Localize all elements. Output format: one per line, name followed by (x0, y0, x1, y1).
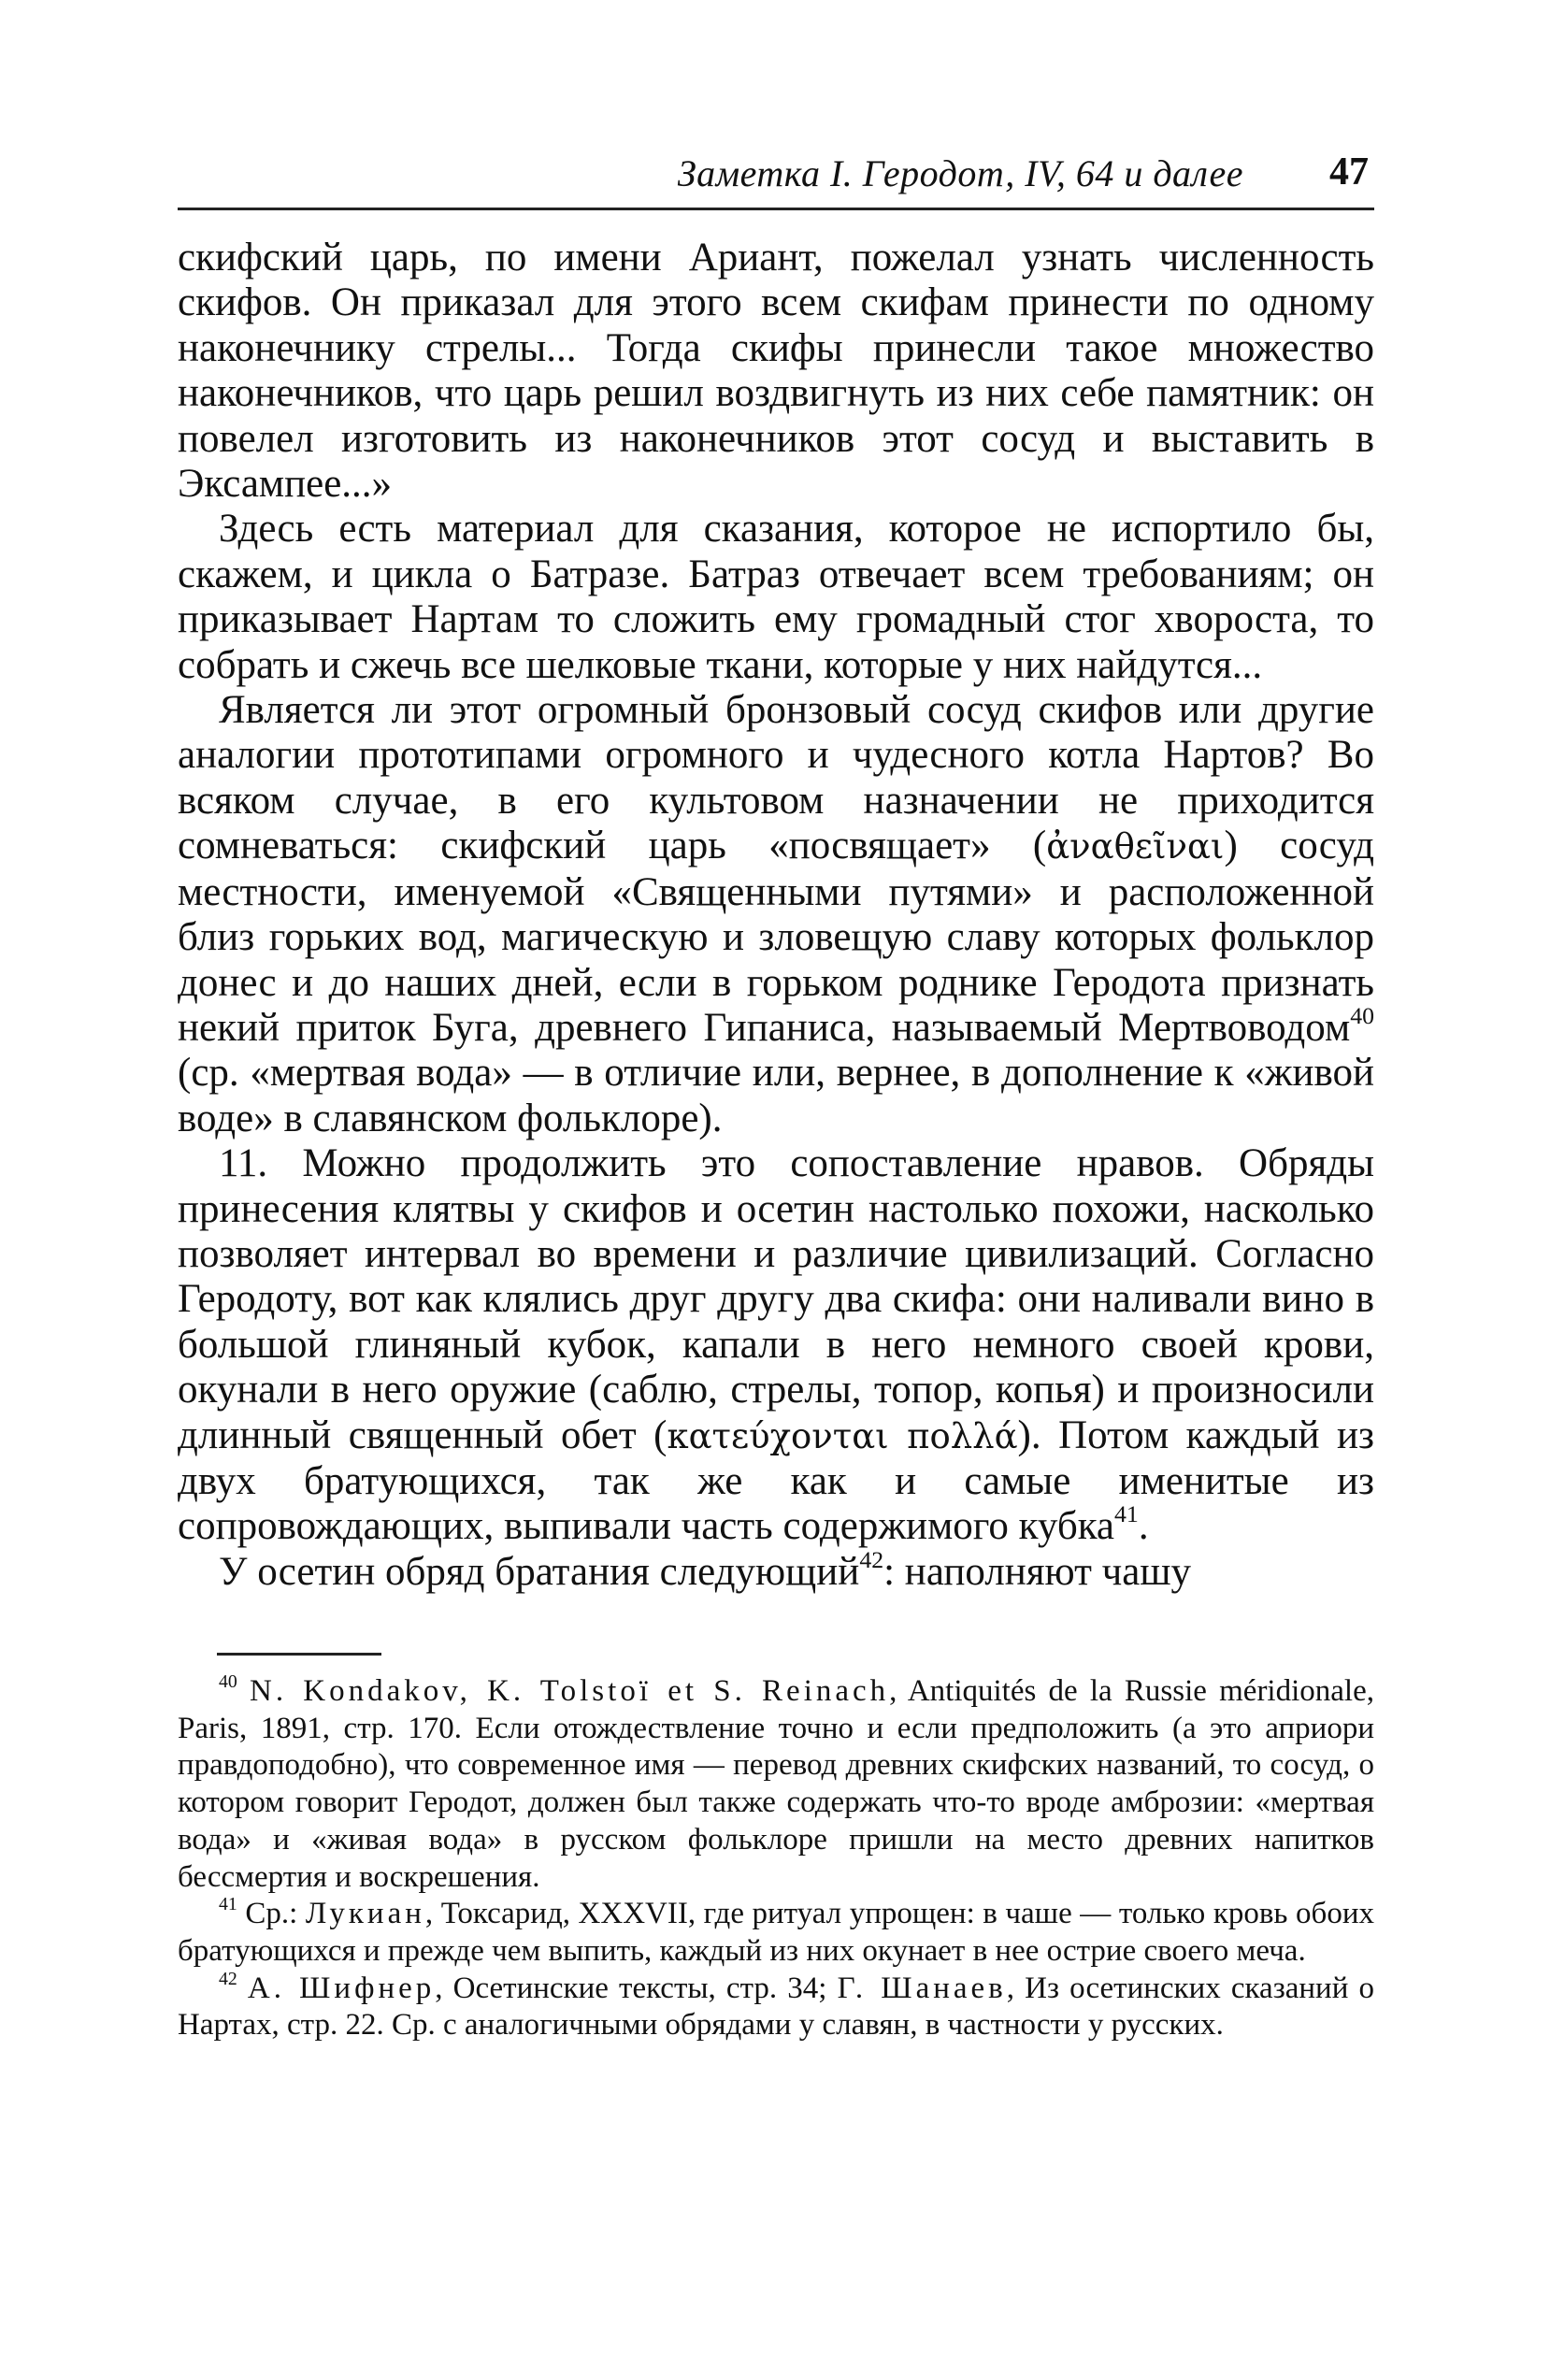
paragraph-1: скифский царь, по имени Ариант, пожелал узнать численность скифов. Он приказал для этого всем скифам принести по одному наконечнику стрелы... Тогда скифы принесли такое множество наконечников, что царь решил воздвигнуть из них себе памятник: он повелел изготовить из наконечников этот сосуд и выставить в Эксампее...» (178, 236, 1374, 507)
paragraph-3 (178, 688, 1374, 1141)
footnote-40 (178, 1673, 1374, 1896)
paragraph-3-text-c: (ср. «мертвая вода» — в отличие или, вернее, в дополнение к «живой воде» в славянском фольклоре). (178, 1051, 1374, 1140)
greek-term-kateuchontai: κατεύχονται πολλά (667, 1415, 1018, 1456)
footnote-42-number: 42 (219, 1968, 237, 1989)
paragraph-5 (178, 1545, 1374, 1595)
paragraph-2: Здесь есть материал для сказания, которое не испортило бы, скажем, и цикла о Батразе. Батраз отвечает всем требованиям; он приказывает Нартам то сложить ему громадный стог хвороста, то собрать и сжечь все шелковые ткани, которые у них найдутся... (178, 507, 1374, 687)
footnote-40-text: , Antiquités de la Russie méridionale, Paris, 1891, стр. 170. Если отождествление точно и если предположить (а это априори правдоподобно), что современное имя — перевод древних скифских названий, то сосуд, о котором говорит Геродот, должен был также содержать что-то вроде амброзии: «мертвая вода» и «живая вода» в русском фольклоре пришли на место древних напитков бессмертия и воскрешения. (178, 1674, 1374, 1894)
footnote-ref-41[interactable]: 41 (1114, 1500, 1139, 1528)
running-title: Заметка I. Геродот, IV, 64 и далее (677, 152, 1243, 194)
paragraph-4-text-c: . (1138, 1504, 1149, 1549)
footnote-ref-42[interactable]: 42 (859, 1545, 884, 1573)
footnote-41 (178, 1896, 1374, 1970)
footnote-41-prefix: Ср.: (245, 1897, 306, 1931)
page-header (178, 148, 1374, 210)
footnote-42-author-2: Г. Шанаев (837, 1971, 1007, 2005)
footnote-41-number: 41 (219, 1894, 237, 1915)
footnote-41-text: , Токсарид, XXXVII, где ритуал упрощен: в чаше — только кровь обоих братующихся и прежде чем выпить, каждый из них окунает в нее острие своего меча. (178, 1897, 1374, 1968)
footnote-42-text-1: , Осетинские тексты, стр. 34; (435, 1971, 838, 2005)
footnote-40-number: 40 (219, 1671, 237, 1693)
footnote-42-text-2: , Из осетинских сказаний о Нартах, стр. 22. Ср. с аналогичными обрядами у славян, в частности у русских. (178, 1971, 1374, 2043)
paragraph-3-text-b: ) сосуд местности, именуемой «Священными путями» и расположенной близ горьких вод, магическую и зловещую славу которых фольклор донес и до наших дней, если в горьком роднике Геродота признать некий приток Буга, древнего Гипаниса, называемый Мертвоводом (178, 824, 1374, 1050)
footnote-42 (178, 1968, 1374, 2044)
paragraph-4 (178, 1141, 1374, 1550)
paragraph-4-text-a: 11. Можно продолжить это сопоставление нравов. Обряды принесения клятвы у скифов и осетин настолько похожи, насколько позволяет интервал во времени и различие цивилизаций. Согласно Геродоту, вот как клялись друг другу два скифа: они наливали вино в большой глиняный кубок, капали в него немного своей крови, окунали в него оружие (саблю, стрелы, топор, копья) и произносили длинный священный обет ( (178, 1141, 1374, 1457)
footnote-divider (217, 1653, 381, 1656)
greek-term-anathinai: ἀναθεῖναι (1046, 826, 1225, 867)
main-text (178, 236, 1374, 1595)
footnote-40-authors: N. Kondakov, K. Tolstoï et S. Reinach (250, 1674, 890, 1708)
footnote-41-author: Лукиан (305, 1897, 425, 1931)
footnote-42-author-1: А. Шифнер (247, 1971, 436, 2005)
paragraph-5-text-b: : наполняют чашу (883, 1549, 1191, 1594)
footnote-ref-40[interactable]: 40 (1350, 1001, 1374, 1029)
footnotes (178, 1673, 1374, 2044)
paragraph-5-text-a: У осетин обряд братания следующий (219, 1549, 860, 1594)
page-number: 47 (1329, 151, 1369, 194)
paragraph-3-text-a: Является ли этот огромный бронзовый сосуд скифов или другие аналогии прототипами огромного и чудесного котла Нартов? Во всяком случае, в его культовом назначении не приходится сомневаться: скифский царь «посвящает» ( (178, 688, 1374, 868)
paragraph-4-text-b: ). Потом каждый из двух братующихся, так же как и самые именитые из сопровождающих, выпивали часть содержимого кубка (178, 1412, 1374, 1549)
